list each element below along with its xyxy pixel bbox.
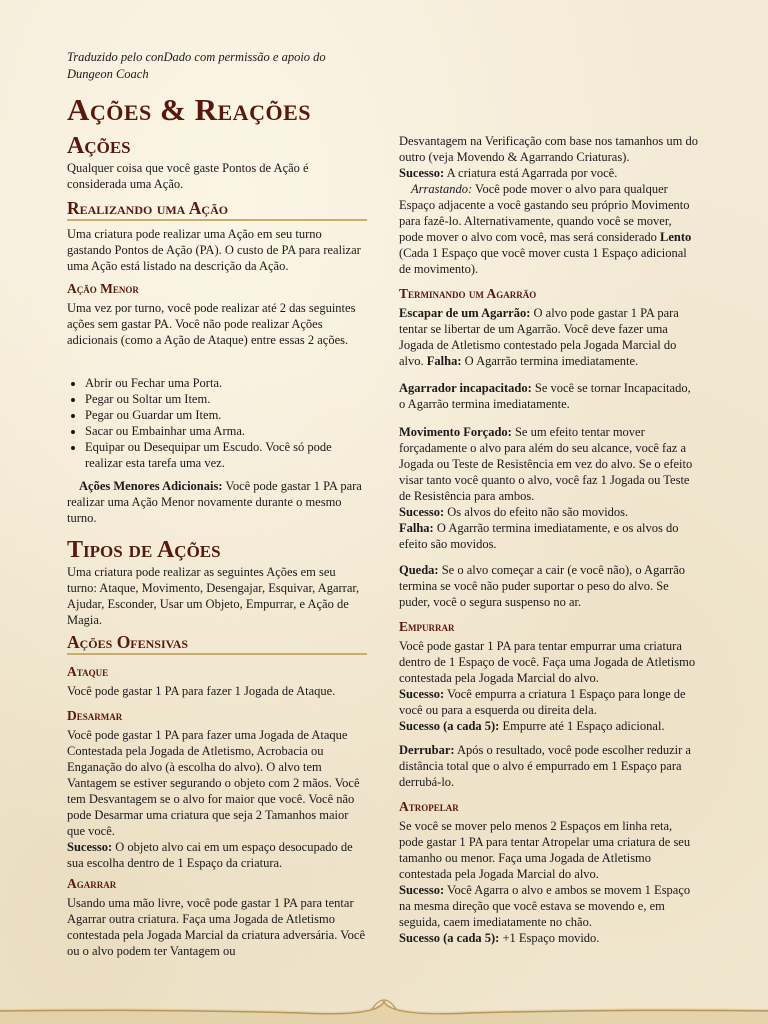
heading-rule [67, 653, 367, 655]
label: Sucesso (a cada 5): [399, 931, 500, 945]
atropelar-text [399, 818, 699, 946]
body: O Agarrão termina imediatamente. [461, 354, 639, 368]
tipos-text: Uma criatura pode realizar as seguintes Ações em seu turno: Ataque, Movimento, Desengajar, Esquivar, Agarrar, Ajudar, Esconder, Usar um Objeto, Empurrar, e Ação de Magia. [67, 565, 360, 627]
incapacitado-text [399, 380, 699, 412]
body: Os alvos do efeito não são movidos. [444, 505, 629, 519]
heading-ofensivas: Ações Ofensivas [67, 632, 189, 652]
body: Desvantagem na Verificação com base nos tamanhos um do outro (veja Movendo & Agarrando Criaturas). [399, 134, 698, 164]
body: Se o alvo começar a cair (e você não), o Agarrão termina se você não puder suportar o peso do alvo. Se puder, você o segura suspenso no ar. [399, 563, 685, 609]
label: Falha: [426, 354, 462, 368]
ataque-text: Você pode gastar 1 PA para fazer 1 Jogada de Ataque. [67, 684, 336, 698]
label: Agarrador incapacitado: [399, 381, 532, 395]
body: Você pode gastar 1 PA para tentar empurrar uma criatura dentro de 1 Espaço de você. Faça uma Jogada de Atletismo contestada pela Jogada Marcial do alvo. [399, 639, 696, 685]
realizando-text: Uma criatura pode realizar uma Ação em seu turno gastando Pontos de Ação (PA). O custo de PA para realizar uma Ação está listado na descrição da Ação. [67, 227, 361, 273]
page-title: Ações & Reações [67, 92, 311, 127]
body: Se você se tornar Incapacitado, o Agarrão termina imediatamente. [399, 381, 691, 411]
body: Você pode mover o alvo para qualquer Espaço adjacente a você gastando seu próprio Movimento para fazê-lo. Alternativamente, quando você se mover, pode mover o alvo com você, mas será considerado [399, 182, 690, 244]
body: Você pode gastar 1 PA para fazer uma Jogada de Ataque Contestada pela Jogada de Atletismo, Acrobacia ou Enganação do alvo (à escolha do alvo). O alvo tem Vantagem se estiver segurando o objeto com 2 mãos. Você tem Desvantagem se o alvo for maior que você. Você não pode Desarmar uma criatura que seja 2 Tamanhos maior que você. [67, 728, 360, 838]
body: Você empurra a criatura 1 Espaço para longe de você ou para a esquerda ou direita dela. [399, 687, 686, 717]
empurrar-text [399, 638, 699, 734]
heading-ataque: Ataque [67, 664, 109, 679]
heading-acao-menor: Ação Menor [67, 281, 139, 296]
heading-empurrar: Empurrar [399, 619, 455, 634]
credit-line: Traduzido pelo conDado com permissão e apoio do Dungeon Coach [67, 50, 326, 81]
label: Movimento Forçado: [399, 425, 512, 439]
body: O objeto alvo cai em um espaço desocupado de sua escolha dentro de 1 Espaço da criatura. [67, 840, 353, 870]
acoes-menores-adicionais [67, 478, 367, 526]
list-item: • Pegar ou Guardar um Item. [85, 407, 367, 423]
lento-term: Lento [660, 230, 692, 244]
label: Derrubar: [399, 743, 455, 757]
escapar-text [399, 305, 699, 369]
label: Escapar de um Agarrão: [399, 306, 531, 320]
acao-menor-text: Uma vez por turno, você pode realizar até 2 das seguintes ações sem gastar PA. Você não pode realizar Ações adicionais (como a Ação de Ataque) entre essas 2 ações. [67, 301, 356, 347]
heading-tipos: Tipos de Ações [67, 537, 221, 563]
queda-text [399, 562, 699, 610]
label: Sucesso (a cada 5): [399, 719, 500, 733]
body: O alvo pode gastar 1 PA para tentar se libertar de um Agarrão. Você deve fazer uma Jogada de Atletismo contestado pela Jogada Marcial do alvo. [399, 306, 679, 368]
body: Empurre até 1 Espaço adicional. [499, 719, 665, 733]
agarrar-continued [399, 133, 699, 277]
body: A criatura está Agarrada por você. [444, 166, 618, 180]
label: Sucesso: [399, 687, 445, 701]
acao-menor-list [67, 375, 367, 471]
list-item: • Sacar ou Embainhar uma Arma. [85, 423, 367, 439]
derrubar-text [399, 742, 699, 790]
footer-ornament [0, 985, 768, 1024]
body: (Cada 1 Espaço que você mover custa 1 Espaço adicional de movimento). [399, 246, 687, 276]
label: Sucesso: [67, 840, 113, 854]
heading-realizando: Realizando uma Ação [67, 198, 229, 218]
agarrar-text: Usando uma mão livre, você pode gastar 1 PA para tentar Agarrar outra criatura. Faça uma Jogada de Atletismo contestada pela Jogada Marcial da criatura adversária. Você ou o alvo podem ter Vantagem ou [67, 896, 366, 958]
label: Arrastando: [411, 182, 473, 196]
label: Falha: [399, 521, 434, 535]
body: +1 Espaço movido. [499, 931, 600, 945]
label: Sucesso: [399, 166, 445, 180]
body: Se um efeito tentar mover forçadamente o alvo para além do seu alcance, você faz a Jogada ou Teste de Resistência em vez do alvo. Se o efeito visar tanto você quanto o alvo, você faz 1 Jogada ou Teste de Resistência para ambos. [399, 425, 693, 503]
acoes-text: Qualquer coisa que você gaste Pontos de Ação é considerada uma Ação. [67, 161, 309, 191]
label: Sucesso: [399, 883, 445, 897]
body: Se você se mover pelo menos 2 Espaços em linha reta, pode gastar 1 PA para tentar Atropelar uma criatura de seu tamanho ou menor. Faça uma Jogada de Atletismo contestada pela Jogada Marcial do alvo. [399, 819, 691, 881]
label: Sucesso: [399, 505, 445, 519]
list-item: • Pegar ou Soltar um Item. [85, 391, 367, 407]
label: Ações Menores Adicionais: [79, 479, 223, 493]
movimento-forcado-text [399, 424, 699, 552]
body: Após o resultado, você pode escolher reduzir a distância total que o alvo é empurrado em 1 Espaço para derrubá-lo. [399, 743, 691, 789]
heading-terminando: Terminando um Agarrão [399, 286, 537, 301]
heading-acoes: Ações [67, 133, 131, 159]
list-item: • Equipar ou Desequipar um Escudo. Você só pode realizar esta tarefa uma vez. [85, 439, 367, 471]
label: Queda: [399, 563, 439, 577]
heading-atropelar: Atropelar [399, 799, 459, 814]
heading-desarmar: Desarmar [67, 708, 123, 723]
heading-rule [67, 219, 367, 221]
list-item: • Abrir ou Fechar uma Porta. [85, 375, 367, 391]
heading-agarrar: Agarrar [67, 876, 117, 891]
body: Você Agarra o alvo e ambos se movem 1 Espaço na mesma direção que você estava se movendo e, em seguida, caem imediatamente no chão. [399, 883, 691, 929]
body: Você pode gastar 1 PA para realizar uma Ação Menor novamente durante o mesmo turno. [67, 479, 362, 525]
desarmar-text [67, 727, 367, 871]
body: O Agarrão termina imediatamente, e os alvos do efeito são movidos. [399, 521, 679, 551]
